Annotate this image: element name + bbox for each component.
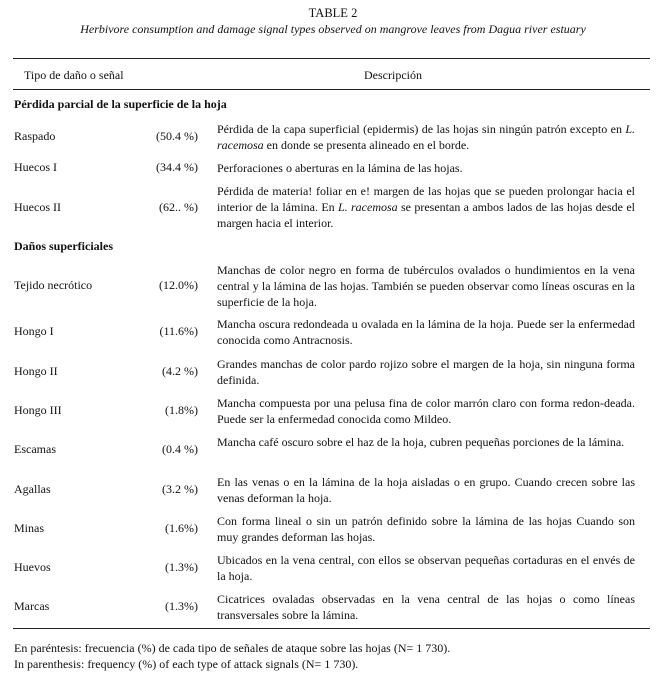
row-frequency: (62.. %) [159, 200, 198, 214]
row-type: Escamas [14, 442, 56, 456]
row-type: Hongo III [14, 403, 62, 417]
row-description: Grandes manchas de color pardo rojizo sobre el margen de la hoja, sin ninguna forma definida. [217, 357, 635, 387]
row-type: Huevos [14, 560, 51, 574]
row-description: En las venas o en la lámina de la hoja aisladas o en grupo. Cuando crecen sobre las venas deforman la hoja. [217, 475, 635, 505]
row-description: Manchas de color negro en forma de tubérculos ovalados o hundimientos en la vena central y la lámina de las hojas. También se pueden observar como líneas oscuras en la superficie de la hoja. [217, 263, 635, 309]
row-type: Raspado [14, 129, 56, 143]
row-type: Tejido necrótico [14, 278, 93, 292]
row-frequency: (11.6%) [159, 324, 198, 338]
row-frequency: (34.4 %) [156, 160, 198, 174]
row-description: Mancha compuesta por una pelusa fina de color marrón claro con forma redon-deada. Puede ser la enfermedad conocida como Mildeo. [217, 396, 635, 426]
row-frequency: (1.8%) [165, 403, 198, 417]
row-type: Huecos I [14, 160, 57, 174]
section-heading: Pérdida parcial de la superficie de la hoja [14, 97, 227, 111]
bottom-rule [13, 628, 650, 629]
top-rule [13, 58, 650, 59]
row-frequency: (12.0%) [159, 278, 198, 292]
row-description: Pérdida de materia! foliar en e! margen de las hojas que se pueden prolongar hacia el interior de la lámina. En L. racemosa se presentan a ambos lados de las hojas desde el margen hacia el interior. [217, 184, 635, 230]
row-description: Cicatrices ovaladas observadas en la vena central de las hojas o como líneas transversales sobre la lámina. [217, 592, 635, 622]
row-description: Perforaciones o aberturas en la lámina de las hojas. [217, 161, 463, 175]
header-rule [13, 89, 650, 90]
row-frequency: (50.4 %) [156, 129, 198, 143]
footnote-spanish: En paréntesis: frecuencia (%) de cada tipo de señales de ataque sobre las hojas (N= 1 730). [14, 641, 451, 655]
species-name: L. racemosa [217, 122, 635, 152]
table-title: TABLE 2 [308, 6, 358, 20]
row-frequency: (1.3%) [165, 599, 198, 613]
row-type: Marcas [14, 599, 50, 613]
row-type: Agallas [14, 482, 51, 496]
table-subtitle: Herbivore consumption and damage signal types observed on mangrove leaves from Dagua river estuary [80, 22, 586, 36]
row-frequency: (1.3%) [165, 560, 198, 574]
row-type: Hongo II [14, 364, 58, 378]
row-frequency: (1.6%) [165, 521, 198, 535]
species-name: L. racemosa [338, 200, 398, 214]
row-type: Minas [14, 521, 44, 535]
row-frequency: (4.2 %) [162, 364, 198, 378]
row-frequency: (3.2 %) [162, 482, 198, 496]
row-description: Mancha café oscuro sobre el haz de la hoja, cubren pequeñas porciones de la lámina. [217, 435, 625, 449]
header-type: Tipo de daño o señal [24, 68, 124, 82]
row-frequency: (0.4 %) [162, 442, 198, 456]
row-description: Pérdida de la capa superficial (epidermis) de las hojas sin ningún patrón excepto en L. racemosa en donde se presenta alineado en el borde. [217, 122, 635, 152]
row-description: Mancha oscura redondeada u ovalada en la lámina de la hoja. Puede ser la enfermedad conocida como Antracnosis. [217, 317, 635, 347]
row-description: Ubicados en la vena central, con ellos se observan pequeñas cortaduras en el envés de la hoja. [217, 553, 635, 583]
row-type: Huecos II [14, 200, 61, 214]
footnote-english: In parenthesis: frequency (%) of each type of attack signals (N= 1 730). [14, 657, 359, 671]
section-heading: Daños superficiales [14, 239, 113, 253]
row-type: Hongo I [14, 324, 54, 338]
header-description: Descripción [364, 68, 422, 82]
row-description: Con forma lineal o sin un patrón definido sobre la lámina de las hojas Cuando son muy grandes deforman las hojas. [217, 514, 635, 544]
